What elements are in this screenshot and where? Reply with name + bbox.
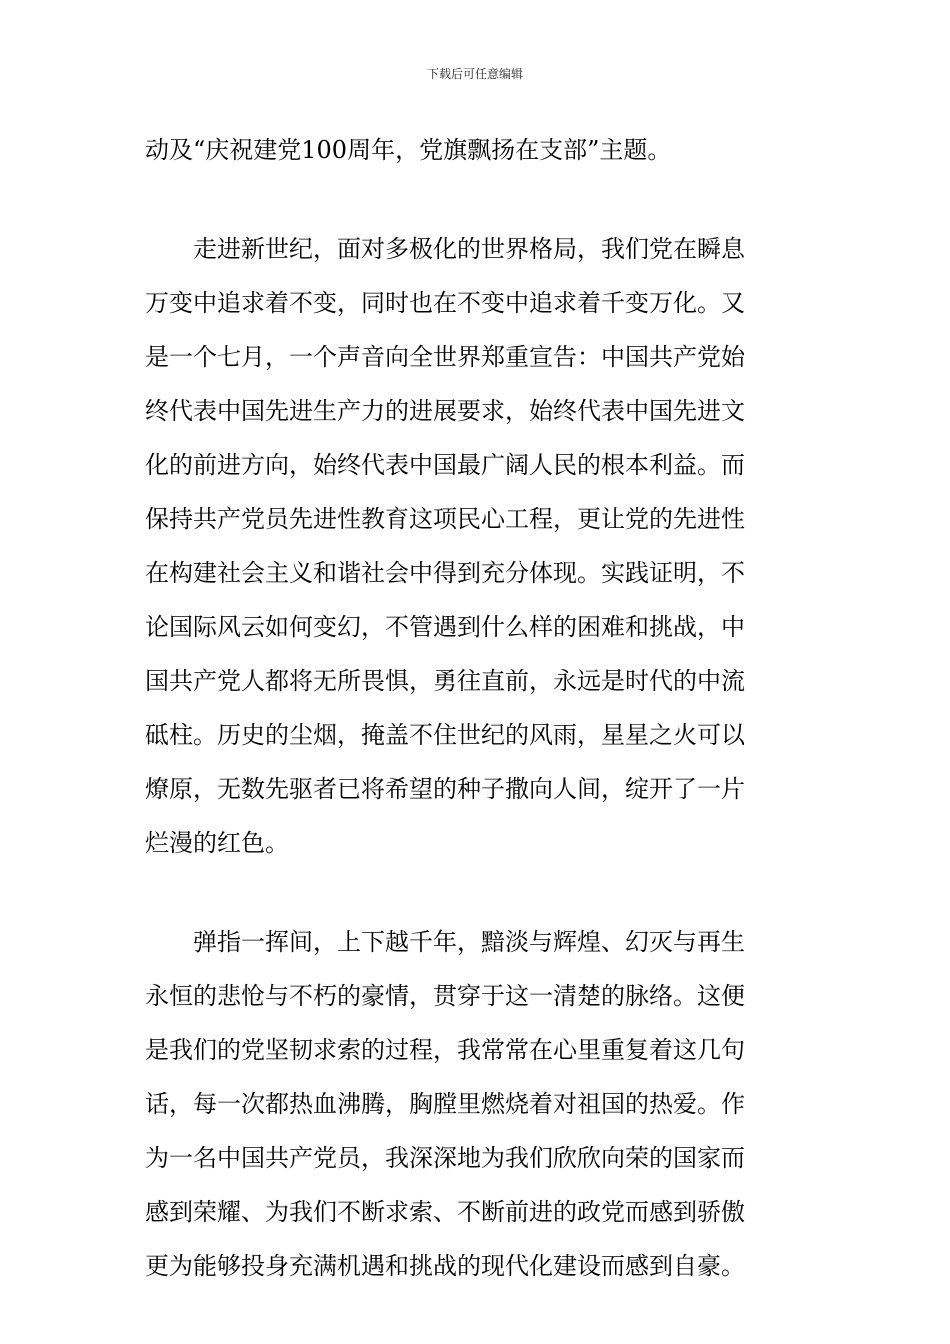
text-line: 论国际风云如何变幻，不管遇到什么样的困难和挑战，中	[145, 613, 745, 641]
text-line: 燎原，无数先驱者已将希望的种子撒向人间，绽开了一片	[145, 775, 745, 803]
text-line: 砥柱。历史的尘烟，掩盖不住世纪的风雨，星星之火可以	[145, 721, 745, 749]
text-line: 是一个七月，一个声音向全世界郑重宣告：中国共产党始	[145, 343, 745, 371]
text-line: 话，每一次都热血沸腾，胸膛里燃烧着对祖国的热爱。作	[145, 1090, 745, 1118]
text-line: 国共产党人都将无所畏惧，勇往直前，永远是时代的中流	[145, 667, 745, 695]
text-line: 万变中追求着不变，同时也在不变中追求着千变万化。又	[145, 289, 745, 317]
paragraph-first-line: 走进新世纪，面对多极化的世界格局，我们党在瞬息	[193, 235, 745, 263]
text-line: 保持共产党员先进性教育这项民心工程，更让党的先进性	[145, 505, 745, 533]
text-line: 感到荣耀、为我们不断求索、不断前进的政党而感到骄傲	[145, 1198, 745, 1226]
text-line: 是我们的党坚韧求索的过程，我常常在心里重复着这几句	[145, 1036, 745, 1064]
page-header: 下载后可任意编辑	[426, 67, 523, 81]
text-line: 化的前进方向，始终代表中国最广阔人民的根本利益。而	[145, 451, 745, 479]
text-line: 终代表中国先进生产力的进展要求，始终代表中国先进文	[145, 397, 745, 425]
text-line: 动及“庆祝建党100周年，党旗飘扬在支部”主题。	[145, 136, 672, 164]
paragraph-first-line: 弹指一挥间，上下越千年，黯淡与辉煌、幻灭与再生	[193, 928, 745, 956]
text-line: 烂漫的红色。	[145, 829, 289, 857]
text-line: 为一名中国共产党员，我深深地为我们欣欣向荣的国家而	[145, 1144, 745, 1172]
text-line: 更为能够投身充满机遇和挑战的现代化建设而感到自豪。	[145, 1252, 745, 1280]
text-line: 永恒的悲怆与不朽的豪情，贯穿于这一清楚的脉络。这便	[145, 982, 745, 1010]
text-line: 在构建社会主义和谐社会中得到充分体现。实践证明，不	[145, 559, 745, 587]
